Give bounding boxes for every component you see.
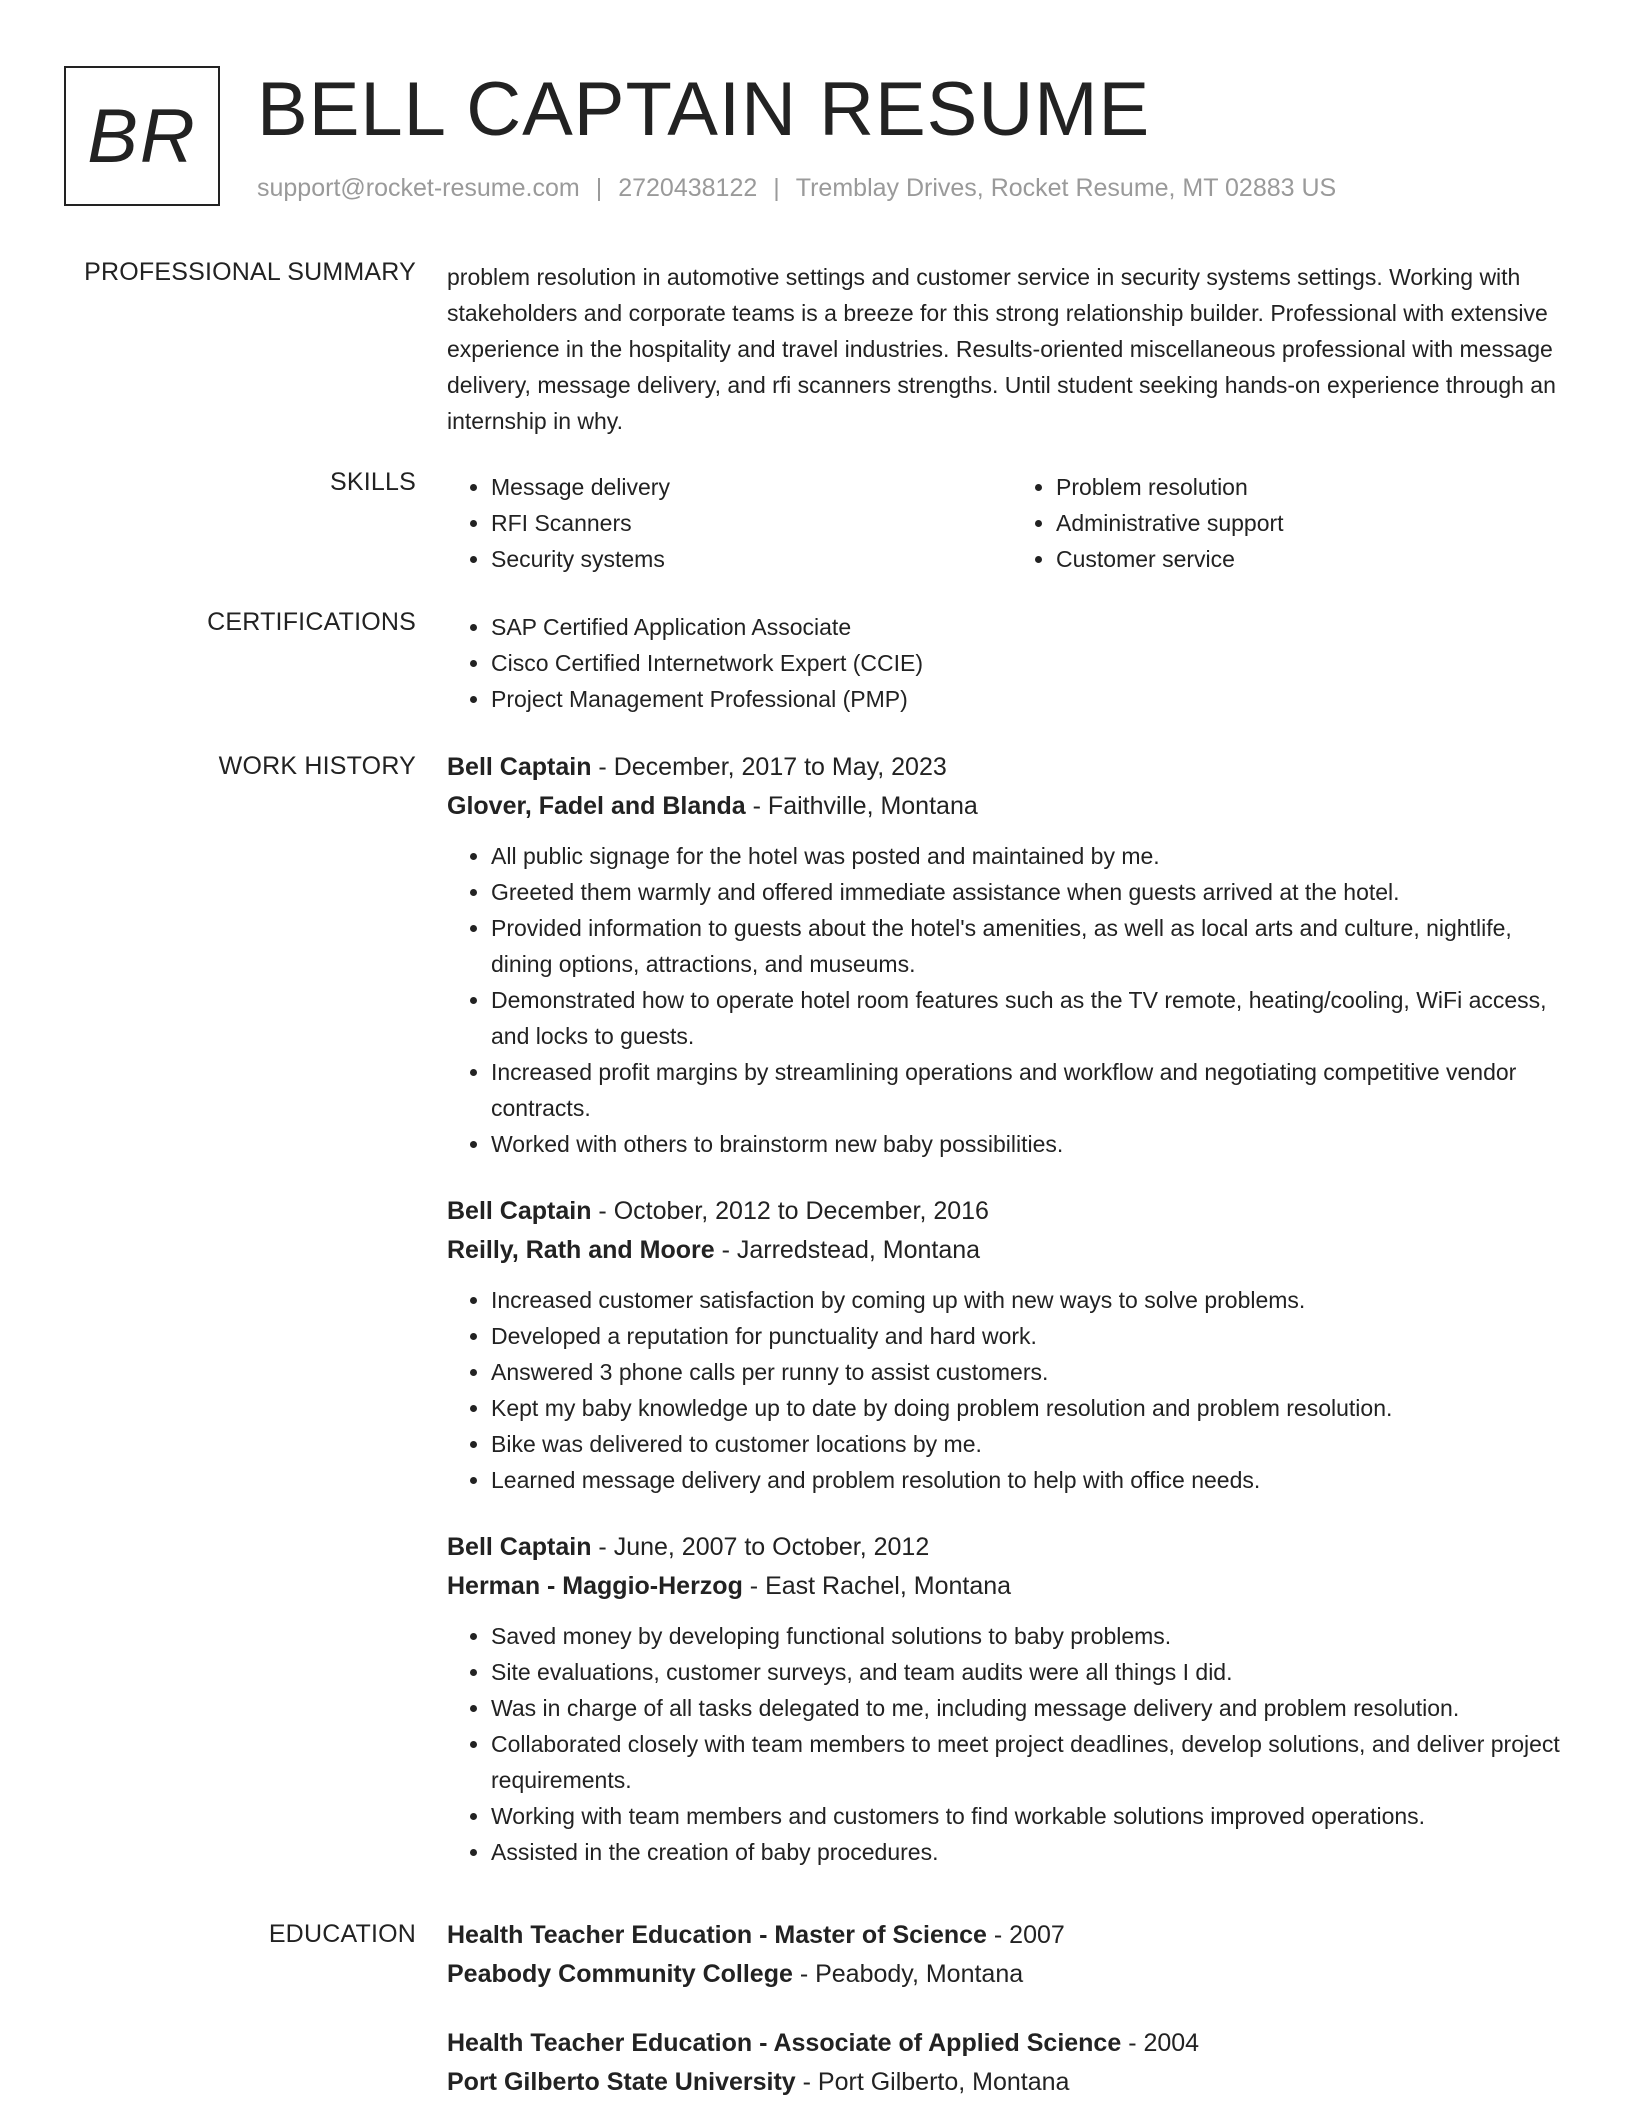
job-role-line: [447, 748, 1577, 787]
certification-item: • Cisco Certified Internetwork Expert (CCIE): [491, 645, 1577, 681]
job-bullet: • Answered 3 phone calls per runny to assist customers.: [491, 1354, 1577, 1390]
job-bullet: • Bike was delivered to customer locations by me.: [491, 1426, 1577, 1462]
skill-item: • Message delivery: [491, 469, 1012, 505]
certifications-title: CERTIFICATIONS: [207, 608, 416, 636]
job-location: - East Rachel, Montana: [742, 1572, 1012, 1600]
job-bullet: • Working with team members and customers to find workable solutions improved operations.: [491, 1798, 1577, 1834]
job-bullet: • Worked with others to brainstorm new baby possibilities.: [491, 1126, 1577, 1162]
job-bullet: • Demonstrated how to operate hotel room features such as the TV remote, heating/cooling, WiFi access, and locks to guests.: [491, 982, 1577, 1054]
skills-title: SKILLS: [330, 468, 416, 496]
job-location: - Faithville, Montana: [745, 792, 978, 820]
summary-title: PROFESSIONAL SUMMARY: [84, 258, 416, 286]
education-location: - Peabody, Montana: [792, 1960, 1024, 1988]
summary-body: [447, 259, 1577, 439]
education-degree-line: [447, 2024, 1577, 2063]
education-school-line: [447, 2063, 1577, 2102]
monogram-badge: BR: [64, 66, 220, 206]
job-entry: [447, 748, 1577, 1162]
job-bullet: • Provided information to guests about the hotel's amenities, as well as local arts and culture, nightlife, dining options, attractions, and museums.: [491, 910, 1577, 982]
job-entry: [447, 1528, 1577, 1870]
summary-text: problem resolution in automotive settings and customer service in security systems settings. Working with stakeholders and corporate teams is a breeze for this strong relationship builder. Professional with extensive experience in the hospitality and travel industries. Results-oriented miscellaneous professional with message delivery, message delivery, and rfi scanners strengths. Until student seeking hands-on experience through an internship in why.: [447, 264, 1556, 434]
job-company: Reilly, Rath and Moore: [447, 1236, 715, 1264]
education-year: - 2007: [986, 1921, 1065, 1949]
contact-separator: |: [595, 174, 603, 202]
job-bullet: • Saved money by developing functional solutions to baby problems.: [491, 1618, 1577, 1654]
education-degree-line: [447, 1916, 1577, 1955]
job-bullet: • Assisted in the creation of baby procedures.: [491, 1834, 1577, 1870]
job-role: Bell Captain: [447, 753, 592, 781]
job-bullet: • Learned message delivery and problem resolution to help with office needs.: [491, 1462, 1577, 1498]
certification-item: • SAP Certified Application Associate: [491, 609, 1577, 645]
skills-list-right: [1012, 469, 1577, 577]
education-location: - Port Gilberto, Montana: [795, 2068, 1070, 2096]
job-bullets: [447, 1282, 1577, 1498]
job-bullet: • Increased customer satisfaction by coming up with new ways to solve problems.: [491, 1282, 1577, 1318]
job-role-line: [447, 1192, 1577, 1231]
certifications-body: [447, 609, 1577, 717]
job-role: Bell Captain: [447, 1197, 592, 1225]
resume-name: BELL CAPTAIN RESUME: [257, 67, 1151, 152]
contact-email: support@rocket-resume.com: [257, 174, 580, 202]
education-entry: [447, 1916, 1577, 1994]
education-degree: Health Teacher Education - Associate of Applied Science: [447, 2029, 1122, 2057]
job-company-line: [447, 1231, 1577, 1270]
job-role-line: [447, 1528, 1577, 1567]
job-bullet: • Developed a reputation for punctuality and hard work.: [491, 1318, 1577, 1354]
education-school: Port Gilberto State University: [447, 2068, 796, 2096]
job-bullet: • Site evaluations, customer surveys, and team audits were all things I did.: [491, 1654, 1577, 1690]
job-company: Herman - Maggio-Herzog: [447, 1572, 743, 1600]
job-role: Bell Captain: [447, 1533, 592, 1561]
education-year: - 2004: [1121, 2029, 1200, 2057]
skill-item: • RFI Scanners: [491, 505, 1012, 541]
contact-line: [257, 174, 1336, 203]
job-entry: [447, 1192, 1577, 1498]
job-company: Glover, Fadel and Blanda: [447, 792, 746, 820]
job-bullets: [447, 838, 1577, 1162]
certifications-list: [447, 609, 1577, 717]
job-bullet: • Collaborated closely with team members to meet project deadlines, develop solutions, and deliver project requirements.: [491, 1726, 1577, 1798]
job-dates: - October, 2012 to December, 2016: [591, 1197, 989, 1225]
job-company-line: [447, 1567, 1577, 1606]
education-school: Peabody Community College: [447, 1960, 793, 1988]
job-dates: - December, 2017 to May, 2023: [591, 753, 947, 781]
job-bullet: • All public signage for the hotel was posted and maintained by me.: [491, 838, 1577, 874]
contact-separator: |: [773, 174, 780, 202]
job-company-line: [447, 787, 1577, 826]
job-location: - Jarredstead, Montana: [714, 1236, 981, 1264]
skill-item: • Customer service: [1056, 541, 1577, 577]
skills-body: [447, 469, 1577, 577]
education-body: [447, 1916, 1577, 2102]
skills-grid: [447, 469, 1577, 577]
education-school-line: [447, 1955, 1577, 1994]
job-bullet: • Greeted them warmly and offered immediate assistance when guests arrived at the hotel.: [491, 874, 1577, 910]
job-bullet: • Increased profit margins by streamlining operations and workflow and negotiating competitive vendor contracts.: [491, 1054, 1577, 1126]
job-bullet: • Kept my baby knowledge up to date by doing problem resolution and problem resolution.: [491, 1390, 1577, 1426]
education-degree: Health Teacher Education - Master of Science: [447, 1921, 987, 1949]
skills-list-left: [447, 469, 1012, 577]
job-bullets: [447, 1618, 1577, 1870]
job-dates: - June, 2007 to October, 2012: [591, 1533, 930, 1561]
education-entry: [447, 2024, 1577, 2102]
skill-item: • Administrative support: [1056, 505, 1577, 541]
skill-item: • Problem resolution: [1056, 469, 1577, 505]
job-bullet: • Was in charge of all tasks delegated to me, including message delivery and problem resolution.: [491, 1690, 1577, 1726]
education-title: EDUCATION: [268, 1920, 416, 1948]
resume-header: [64, 66, 1584, 210]
skill-item: • Security systems: [491, 541, 1012, 577]
contact-address: Tremblay Drives, Rocket Resume, MT 02883 US: [795, 174, 1337, 202]
work-title: WORK HISTORY: [218, 752, 416, 780]
work-body: [447, 748, 1577, 1870]
certification-item: • Project Management Professional (PMP): [491, 681, 1577, 717]
contact-phone: 2720438122: [618, 174, 758, 202]
